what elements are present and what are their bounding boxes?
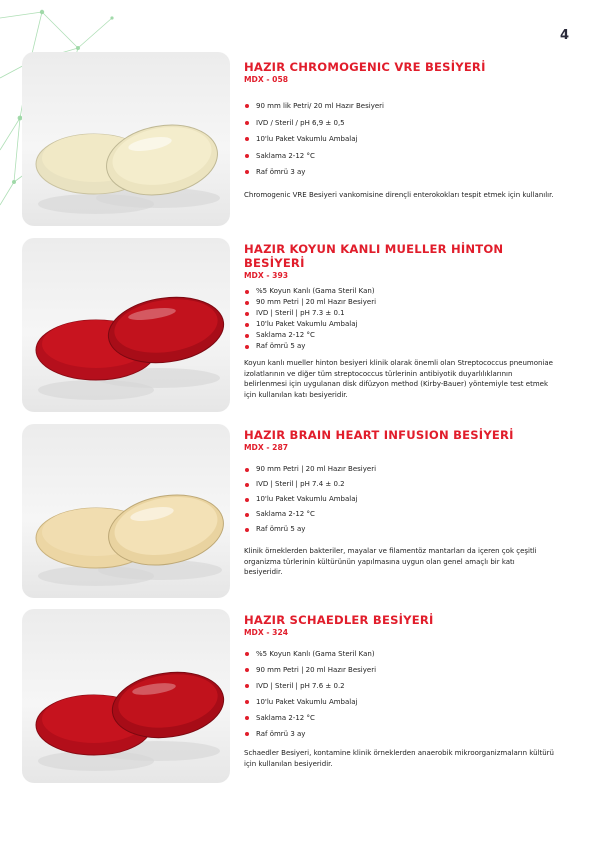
spec-list <box>244 286 554 352</box>
product-code: MDX - 058 <box>244 75 289 84</box>
product-code: MDX - 324 <box>244 628 289 637</box>
spec-item: %5 Koyun Kanlı (Gama Steril Kan) <box>244 286 554 297</box>
spec-item: IVD | Steril | pH 7.3 ± 0.1 <box>244 308 554 319</box>
spec-item: 10'lu Paket Vakumlu Ambalaj <box>244 694 554 710</box>
spec-item: 90 mm Petri | 20 ml Hazır Besiyeri <box>244 462 554 477</box>
product-description: Chromogenic VRE Besiyeri vankomisine dirençli enterokokları tespit etmek için kullanılır. <box>244 190 554 199</box>
product-code: MDX - 393 <box>244 271 289 280</box>
product-code: MDX - 287 <box>244 443 289 452</box>
product-description: Koyun kanlı mueller hinton besiyeri klinik olarak önemli olan Streptococcus pneumoniae izolatlarının ve diğer tüm streptococcus türlerinin antibiyotik duyarlılıklarının belirlenmesi için uygulanan disk difüzyon method (Kirby-Bauer) yöntemiyle test etmek için kullanılan katı besiyeridir. <box>244 359 553 399</box>
spec-item: Saklama 2-12 °C <box>244 148 554 165</box>
spec-item: IVD | Steril | pH 7.6 ± 0.2 <box>244 678 554 694</box>
product-photo <box>22 609 230 783</box>
product-title: HAZIR KOYUN KANLI MUELLER HİNTON BESİYERİ <box>244 242 504 270</box>
spec-list <box>244 98 554 181</box>
page-number: 4 <box>559 28 569 43</box>
spec-item: Saklama 2-12 °C <box>244 330 554 341</box>
spec-item: Saklama 2-12 °C <box>244 710 554 726</box>
product-title: HAZIR SCHAEDLER BESİYERİ <box>244 613 434 627</box>
product-title: HAZIR BRAIN HEART INFUSION BESİYERİ <box>244 428 514 442</box>
spec-item: IVD / Steril / pH 6,9 ± 0,5 <box>244 115 554 132</box>
product-photo <box>22 238 230 412</box>
spec-item: 90 mm Petri | 20 ml Hazır Besiyeri <box>244 297 554 308</box>
spec-item: 10'lu Paket Vakumlu Ambalaj <box>244 319 554 330</box>
spec-list <box>244 646 554 742</box>
product-description: Klinik örneklerden bakteriler, mayalar ve filamentöz mantarları da içeren çok çeşitli organizma türlerinin kültürünün yapılmasına uygun olan genel amaçlı bir katı besiyeridir. <box>244 547 537 576</box>
product-description: Schaedler Besiyeri, kontamine klinik örneklerden anaerobik mikroorganizmaların kültürü için kullanılan besiyeridir. <box>244 749 554 768</box>
spec-item: 90 mm Petri | 20 ml Hazır Besiyeri <box>244 662 554 678</box>
spec-item: %5 Koyun Kanlı (Gama Steril Kan) <box>244 646 554 662</box>
spec-item: Raf ömrü 3 ay <box>244 726 554 742</box>
product-title: HAZIR CHROMOGENIC VRE BESİYERİ <box>244 60 486 74</box>
spec-item: Raf ömrü 5 ay <box>244 522 554 537</box>
product-photo <box>22 424 230 598</box>
spec-item: IVD | Steril | pH 7.4 ± 0.2 <box>244 477 554 492</box>
spec-list <box>244 462 554 537</box>
spec-item: 10'lu Paket Vakumlu Ambalaj <box>244 492 554 507</box>
spec-item: Raf ömrü 3 ay <box>244 164 554 181</box>
spec-item: 10'lu Paket Vakumlu Ambalaj <box>244 131 554 148</box>
spec-item: Raf ömrü 5 ay <box>244 341 554 352</box>
product-photo <box>22 52 230 226</box>
spec-item: 90 mm lik Petri/ 20 ml Hazır Besiyeri <box>244 98 554 115</box>
spec-item: Saklama 2-12 °C <box>244 507 554 522</box>
